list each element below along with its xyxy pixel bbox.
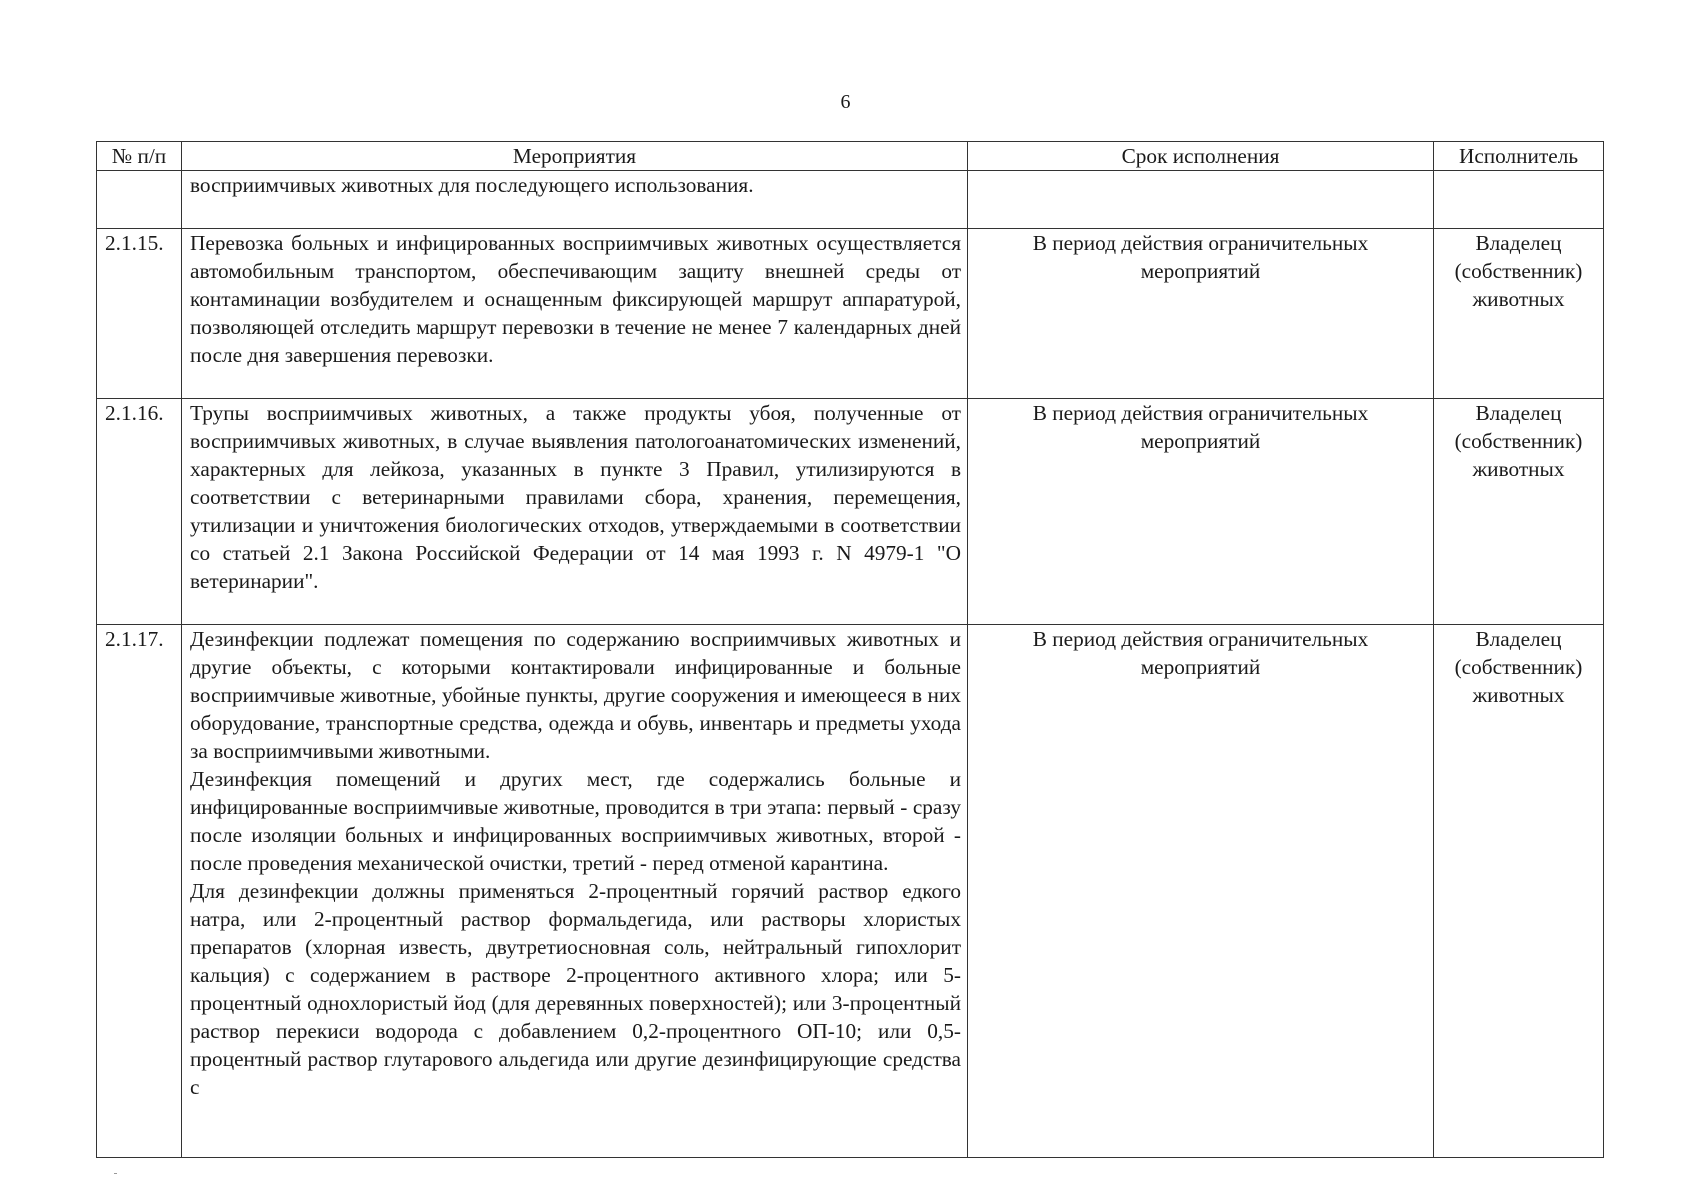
- activity-text: Для дезинфекции должны применяться 2-процентный горячий раствор едкого натра, или 2-процентный раствор формальдегида, или растворы хлористых препаратов (хлорная известь, двутретиосновная соль, нейтральный гипохлорит кальция) с содержанием в растворе 2-процентного активного хлора; или 5-процентный однохлористый йод (для деревянных поверхностей); или 3-процентный раствор перекиси водорода с добавлением 0,2-процентного ОП-10; или 0,5-процентный раствор глутарового альдегида или другие дезинфицирующие средства с: [190, 879, 961, 1099]
- executor-text: Владелец: [1475, 231, 1562, 255]
- deadline-cell: [968, 625, 1434, 1158]
- scan-artifact: [114, 1173, 117, 1174]
- deadline-cell: [968, 171, 1434, 229]
- executor-text: (собственник): [1454, 655, 1583, 679]
- deadline-cell: [968, 399, 1434, 625]
- header-executor: Исполнитель: [1434, 142, 1604, 171]
- header-deadline: Срок исполнения: [968, 142, 1434, 171]
- deadline-text: мероприятий: [1140, 655, 1261, 679]
- row-number: 2.1.16.: [97, 399, 182, 625]
- table-header-row: [97, 142, 1604, 171]
- table-row-continuation: [97, 171, 1604, 229]
- activity-text: Перевозка больных и инфицированных восприимчивых животных осуществляется автомобильным транспортом, обеспечивающим защиту внешней среды от контаминации возбудителем и оснащенным фиксирующей маршрут аппаратурой, позволяющей отследить маршрут перевозки в течение не менее 7 календарных дней после дня завершения перевозки.: [190, 231, 961, 367]
- activity-cell: [182, 399, 968, 625]
- activity-cell: [182, 625, 968, 1158]
- executor-text: Владелец: [1475, 627, 1562, 651]
- executor-text: животных: [1472, 287, 1565, 311]
- table-row: [97, 399, 1604, 625]
- measures-table: [96, 141, 1604, 1158]
- executor-cell: [1434, 625, 1604, 1158]
- table-row: [97, 229, 1604, 399]
- activity-cell: [182, 229, 968, 399]
- executor-cell: [1434, 399, 1604, 625]
- executor-cell: [1434, 229, 1604, 399]
- row-number-cell: [97, 171, 182, 229]
- executor-text: Владелец: [1475, 401, 1562, 425]
- activity-text: восприимчивых животных для последующего использования.: [190, 173, 754, 197]
- deadline-text: В период действия ограничительных: [1032, 627, 1369, 651]
- executor-text: (собственник): [1454, 429, 1583, 453]
- activity-cell: [182, 171, 968, 229]
- header-activities: Мероприятия: [182, 142, 968, 171]
- header-num: № п/п: [97, 142, 182, 171]
- table-row: [97, 625, 1604, 1158]
- deadline-text: мероприятий: [1140, 429, 1261, 453]
- activity-text: Трупы восприимчивых животных, а также продукты убоя, полученные от восприимчивых животных, в случае выявления патологоанатомических изменений, характерных для лейкоза, указанных в пункте 3 Правил, утилизируются в соответствии с ветеринарными правилами сбора, хранения, перемещения, утилизации и уничтожения биологических отходов, утверждаемыми в соответствии со статьей 2.1 Закона Российской Федерации от 14 мая 1993 г. N 4979-1 "О ветеринарии".: [190, 401, 961, 593]
- deadline-text: В период действия ограничительных: [1032, 401, 1369, 425]
- page-number: 6: [840, 91, 851, 113]
- activity-text: Дезинфекция помещений и других мест, где содержались больные и инфицированные восприимчивые животные, проводится в три этапа: первый - сразу после изоляции больных и инфицированных восприимчивых животных, второй - после проведения механической очистки, третий - перед отменой карантина.: [190, 767, 961, 875]
- row-number: 2.1.15.: [97, 229, 182, 399]
- executor-text: животных: [1472, 457, 1565, 481]
- deadline-cell: [968, 229, 1434, 399]
- executor-text: (собственник): [1454, 259, 1583, 283]
- executor-cell: [1434, 171, 1604, 229]
- deadline-text: В период действия ограничительных: [1032, 231, 1369, 255]
- activity-text: Дезинфекции подлежат помещения по содержанию восприимчивых животных и другие объекты, с которыми контактировали инфицированные и больные восприимчивые животные, убойные пункты, другие сооружения и имеющееся в них оборудование, транспортные средства, одежда и обувь, инвентарь и предметы ухода за восприимчивыми животными.: [190, 627, 961, 763]
- executor-text: животных: [1472, 683, 1565, 707]
- deadline-text: мероприятий: [1140, 259, 1261, 283]
- row-number: 2.1.17.: [97, 625, 182, 1158]
